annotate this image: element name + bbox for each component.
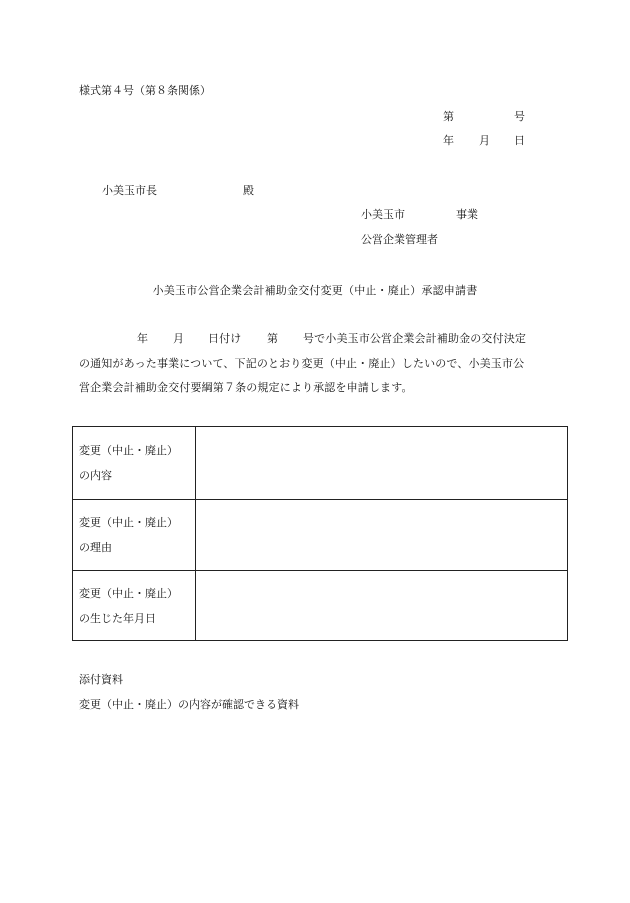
row-value-reason[interactable] <box>196 500 568 571</box>
applicant-organization: 小美玉市 <box>361 208 405 221</box>
row-label-content <box>73 427 196 500</box>
row-label-reason <box>73 500 196 571</box>
table-row <box>73 500 568 571</box>
table-row <box>73 571 568 641</box>
date-year: 年 <box>443 134 454 147</box>
attachment-item: 変更（中止・廃止）の内容が確認できる資料 <box>79 698 299 711</box>
row-label-line-1: 変更（中止・廃止） <box>79 586 178 600</box>
body-paragraph-line-3: 営企業会計補助金交付要綱第７条の規定により承認を申請します。 <box>79 381 413 394</box>
change-details-table <box>72 426 568 641</box>
attachments-heading: 添付資料 <box>79 673 123 686</box>
applicant-business: 事業 <box>456 208 478 221</box>
table-row <box>73 427 568 500</box>
document-number-prefix: 第 <box>443 110 454 123</box>
addressee-honorific: 殿 <box>243 184 254 197</box>
addressee-name: 小美玉市長 <box>102 184 157 197</box>
body-month: 月 <box>173 332 185 345</box>
document-title: 小美玉市公営企業会計補助金交付変更（中止・廃止）承認申請書 <box>152 284 478 297</box>
form-number: 様式第４号（第８条関係） <box>79 84 211 97</box>
applicant-role: 公営企業管理者 <box>361 233 438 246</box>
body-dated: 日付け <box>208 332 242 345</box>
body-number-prefix: 第 <box>267 332 279 345</box>
date-month: 月 <box>479 134 490 147</box>
row-label-line-1: 変更（中止・廃止） <box>79 444 178 457</box>
row-label-line-1: 変更（中止・廃止） <box>79 516 178 529</box>
row-value-date[interactable] <box>196 571 568 641</box>
row-label-line-2: の理由 <box>79 541 112 554</box>
body-year: 年 <box>137 332 149 345</box>
document-number-suffix: 号 <box>514 110 525 123</box>
row-label-line-2: の内容 <box>79 469 112 482</box>
body-paragraph-line-2: の通知があった事業について、下記のとおり変更（中止・廃止）したいので、小美玉市公 <box>79 357 525 370</box>
date-day: 日 <box>514 134 525 147</box>
row-value-content[interactable] <box>196 427 568 500</box>
row-label-date <box>73 571 196 641</box>
body-line-1-rest: 号で小美玉市公営企業会計補助金の交付決定 <box>303 332 526 345</box>
row-label-line-2: の生じた年月日 <box>79 611 156 625</box>
